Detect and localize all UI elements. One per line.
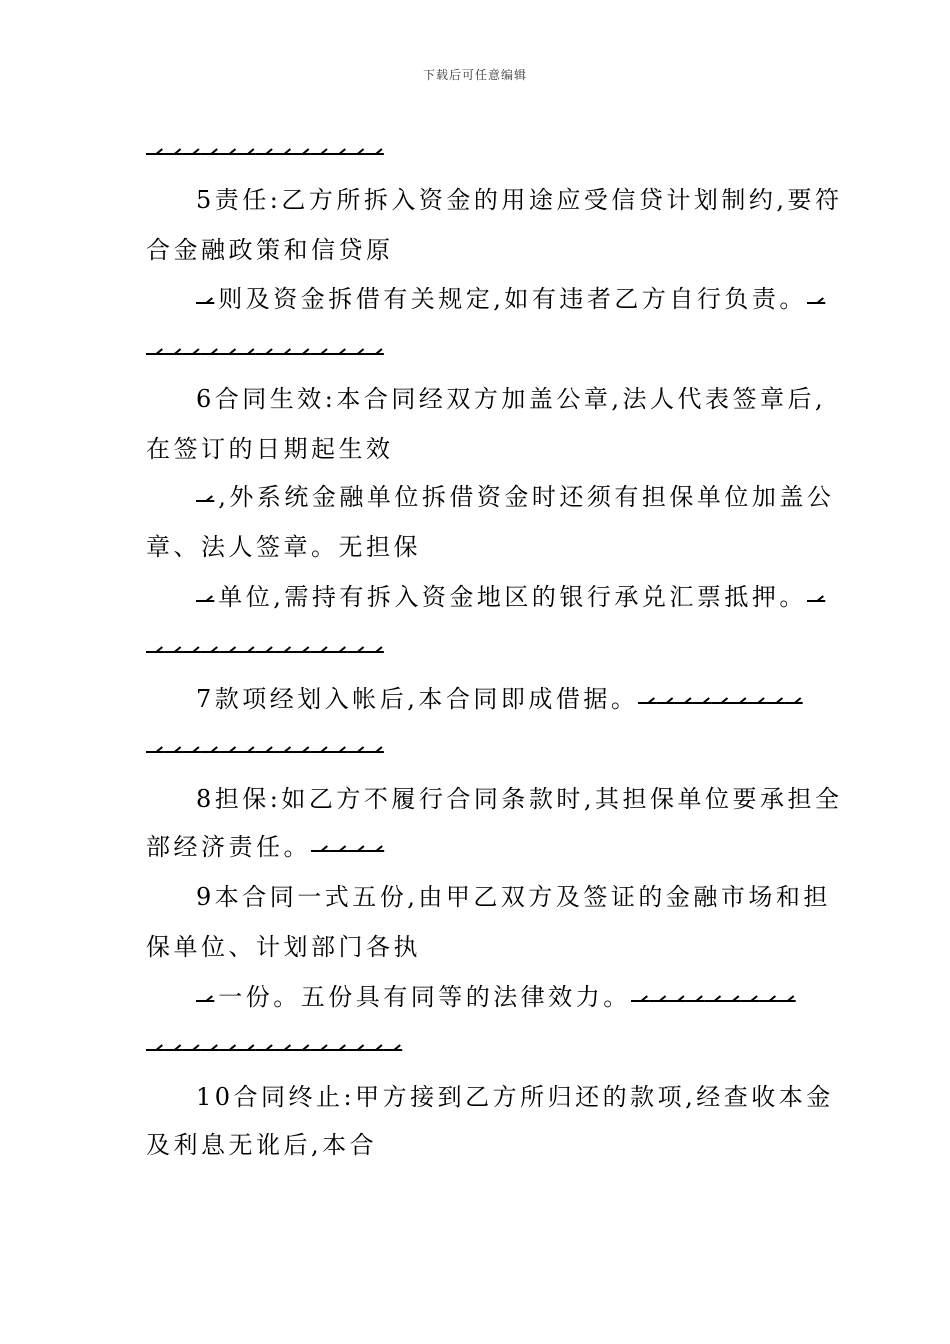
clause-6-line-5 — [196, 580, 829, 614]
clause-6-line-5-text: 单位,需持有拆入资金地区的银行承兑汇票抵押。 — [218, 583, 807, 611]
tab-leader-marks — [311, 837, 388, 861]
clause-10-line-2: 及利息无讹后,本合 — [146, 1131, 378, 1159]
tab-leader-marks — [196, 987, 218, 1011]
tab-leader-row — [146, 738, 388, 762]
tab-leader-marks — [807, 289, 829, 313]
clause-5-line-1: 5责任:乙方所拆入资金的用途应受信贷计划制约,要符 — [196, 186, 843, 214]
tab-leader-marks — [196, 289, 218, 313]
tab-leader-row — [146, 638, 388, 662]
clause-7-line-1-text: 7款项经划入帐后,本合同即成借据。 — [196, 685, 639, 713]
clause-9-line-2: 保单位、计划部门各执 — [146, 933, 421, 961]
tab-leader-row — [146, 340, 388, 364]
tab-leader-row — [146, 140, 388, 164]
page-header: 下载后可任意编辑 — [422, 68, 527, 82]
tab-leader-marks — [196, 487, 218, 511]
clause-7-line-1 — [196, 682, 807, 716]
clause-9-line-3 — [196, 980, 799, 1014]
clause-9-line-1: 9本合同一式五份,由甲乙双方及签证的金融市场和担 — [196, 883, 831, 911]
clause-6-line-3-text: ,外系统金融单位拆借资金时还须有担保单位加盖公 — [218, 483, 835, 511]
clause-6-line-1: 6合同生效:本合同经双方加盖公章,法人代表签章后, — [196, 385, 827, 413]
clause-8-line-1: 8担保:如乙方不履行合同条款时,其担保单位要承担全 — [196, 785, 843, 813]
tab-leader-marks — [638, 689, 807, 713]
tab-leader-marks — [146, 1036, 406, 1060]
clause-6-line-3 — [196, 480, 834, 514]
tab-leader-marks — [807, 587, 829, 611]
clause-8-line-2-text: 部经济责任。 — [146, 833, 311, 861]
clause-5-line-2: 合金融政策和信贷原 — [146, 236, 394, 264]
clause-10-line-1: 10合同终止:甲方接到乙方所归还的款项,经查收本金 — [196, 1083, 834, 1111]
clause-8-line-2 — [146, 830, 388, 864]
clause-5-line-3 — [196, 282, 829, 316]
tab-leader-marks — [146, 738, 388, 762]
clause-9-line-3-text: 一份。五份具有同等的法律效力。 — [218, 983, 631, 1011]
tab-leader-row — [146, 1036, 406, 1060]
tab-leader-marks — [196, 587, 218, 611]
tab-leader-marks — [631, 987, 800, 1011]
clause-5-line-3-text: 则及资金拆借有关规定,如有违者乙方自行负责。 — [218, 285, 807, 313]
clause-6-line-2: 在签订的日期起生效 — [146, 435, 394, 463]
clause-6-line-4: 章、法人签章。无担保 — [146, 533, 421, 561]
tab-leader-marks — [146, 340, 388, 364]
tab-leader-marks — [146, 638, 388, 662]
tab-leader-marks — [146, 140, 388, 164]
